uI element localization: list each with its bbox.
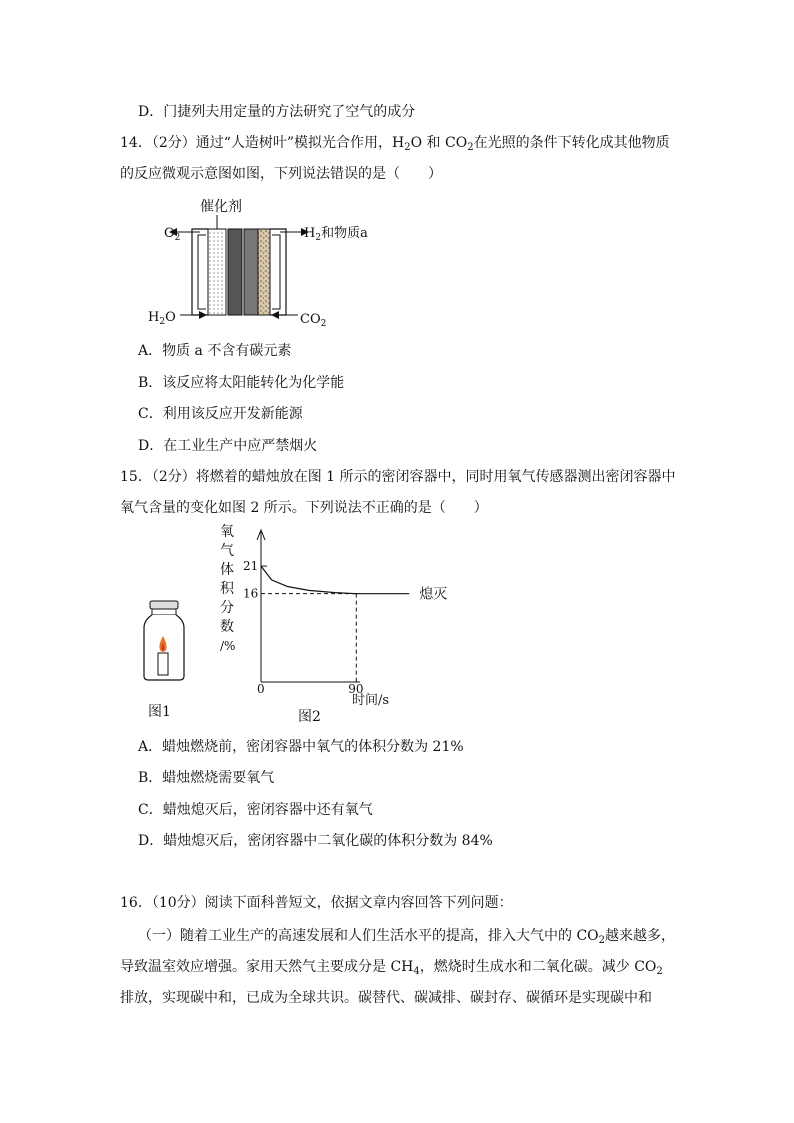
q14-stem-line2: 的反应微观示意图如图，下列说法错误的是（ ）: [120, 166, 442, 182]
ch4-subscript: 4: [413, 966, 420, 977]
y-label-char: 数: [220, 619, 234, 635]
q15-option-c: C．蜡烛熄灭后，密闭容器中还有氧气: [138, 802, 373, 818]
jar-lid: [150, 601, 178, 609]
co2-label: $CO_2$: [300, 312, 327, 329]
q16-para-line3: 排放，实现碳中和，已成为全球共识。碳替代、碳减排、碳封存、碳循环是实现碳中和: [120, 990, 652, 1006]
q15-option-a: A．蜡烛燃烧前，密闭容器中氧气的体积分数为 21%: [138, 739, 464, 755]
left-chamber-wall: [192, 229, 208, 315]
x-tick-label-0: 0: [257, 682, 265, 696]
left-chamber-inner: [198, 235, 206, 309]
q16-p1-text: （一）随着工业生产的高速发展和人们生活水平的提高，排入大气中的 CO: [138, 928, 599, 944]
catalyst-label: 催化剂: [200, 199, 242, 215]
membrane-dark-2: [244, 229, 258, 315]
q14-text-b: O 和 CO: [410, 135, 468, 151]
y-label-char: 分: [220, 600, 234, 616]
q13-option-d: D．门捷列夫用定量的方法研究了空气的成分: [138, 104, 416, 120]
y-tick-label-21: 21: [243, 559, 259, 574]
q14-option-a: A．物质 a 不含有碳元素: [138, 343, 292, 359]
jar-neck: [152, 609, 176, 615]
y-label-char: 体: [220, 562, 234, 578]
q15-stem-line1: 15．（2分）将燃着的蜡烛放在图 1 所示的密闭容器中，同时用氧气传感器测出密闭容器中: [120, 469, 676, 485]
catalyst-layer: [208, 229, 226, 315]
q15-option-b: B．蜡烛燃烧需要氧气: [138, 770, 275, 786]
x-axis-label: 时间/s: [352, 693, 390, 708]
co2-subscript: 2: [467, 142, 474, 153]
fig1-label: 图1: [148, 704, 171, 720]
q14-option-b: B．该反应将太阳能转化为化学能: [138, 375, 345, 391]
q16-p2-text: 导致温室效应增强。家用天然气主要成分是 CH: [120, 959, 414, 975]
q16-p2-text-end: ，燃烧时生成水和二氧化碳。减少 CO: [419, 959, 657, 975]
x-tick-label-90: 90: [348, 682, 364, 696]
co2-subscript: 2: [656, 966, 663, 977]
fig2-label: 图2: [298, 709, 321, 725]
q15-stem-line2: 氧气含量的变化如图 2 所示。下列说法不正确的是（ ）: [120, 500, 488, 516]
speckled-layer: [258, 229, 270, 315]
q15-option-d: D．蜡烛熄灭后，密闭容器中二氧化碳的体积分数为 84%: [138, 833, 493, 849]
right-chamber-wall: [270, 229, 286, 315]
candle-body: [158, 653, 168, 675]
y-label-char: 积: [220, 581, 234, 597]
oxygen-chart: [210, 522, 448, 725]
q16-para-line2: [120, 957, 663, 982]
q16-stem: 16．（10分）阅读下面科普短文，依据文章内容回答下列问题：: [120, 895, 513, 911]
y-label-char: 气: [220, 543, 234, 559]
h2-label: $H_2$和物质a: [304, 226, 368, 243]
extinguish-label: 熄灭: [419, 586, 448, 603]
membrane-dark-1: [228, 229, 242, 315]
q16-para-line1: [138, 926, 675, 951]
q16-p1-text-end: 越来越多，: [605, 928, 676, 944]
co2-subscript: 2: [598, 935, 606, 946]
h2o-subscript: 2: [404, 142, 411, 153]
y-label-char: 氧: [220, 524, 234, 540]
right-chamber-inner: [272, 235, 280, 309]
q14-text-a: 14．（2分）通过“人造树叶”模拟光合作用，H: [120, 135, 405, 151]
h2o-label: $H_2O$: [148, 310, 176, 327]
q14-option-c: C．利用该反应开发新能源: [138, 406, 303, 422]
y-axis-label: [220, 524, 235, 653]
y-label-unit: /%: [220, 639, 236, 653]
y-tick-label-16: 16: [243, 586, 259, 601]
artificial-leaf-diagram: [140, 195, 370, 335]
o2-label: $O_2$: [164, 226, 181, 243]
q14-option-d: D．在工业生产中应严禁烟火: [138, 438, 318, 454]
candle-jar-figure: [140, 598, 190, 718]
q14-text-c: 在光照的条件下转化成其他物质: [473, 135, 670, 151]
q14-stem-line1: [120, 133, 670, 158]
oxygen-curve: [261, 566, 409, 594]
